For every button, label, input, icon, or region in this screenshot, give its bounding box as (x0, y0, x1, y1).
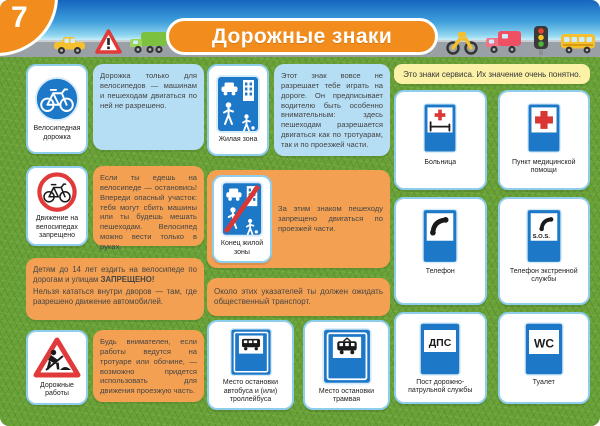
residential-end-sign-icon (221, 181, 263, 237)
road-works-sign-icon (33, 337, 81, 379)
sign-card-road-works (26, 330, 88, 405)
sign-card-residential-zone (207, 64, 269, 156)
sign-label: Движение на велосипедах запрещено (35, 215, 79, 239)
sos-telephone-sign-icon (526, 207, 562, 265)
title-banner (166, 18, 438, 55)
fire-truck-icon (485, 28, 523, 55)
header (0, 0, 600, 57)
bike-path-block (26, 64, 204, 154)
bus-icon (559, 31, 597, 55)
info-box-bike-banned: Если ты едешь на велосипеде — остановись! Впереди опасный участок: тебя могут сбить машины или ты будешь мешать пешеходам. Велосипед можно вести только в руках. (93, 166, 204, 246)
info-text-residential-end: За этим знаком пешеходу запрещено двигаться по проезжей части. (278, 204, 383, 233)
sign-card-residential-end (212, 175, 272, 263)
sign-label: Пост дорожно-патрульной службы (408, 379, 473, 395)
right-column (394, 64, 590, 404)
toilet-sign-icon (524, 322, 564, 376)
age-rule-text-2: Нельзя кататься внутри дворов — там, где разрешено движение автомобилей. (33, 287, 197, 307)
car-icon (52, 33, 88, 55)
sign-label: Телефон (425, 268, 455, 275)
sos-sign-text: S.O.S. (532, 233, 550, 240)
sign-label: Место остановки трамвая (318, 387, 375, 403)
motorcycle-icon (446, 29, 478, 55)
sign-label: Больница (424, 159, 457, 166)
warning-triangle-icon (95, 29, 122, 55)
sign-card-bicycles-prohibited (26, 166, 88, 246)
residential-zone-block (207, 64, 390, 156)
sign-card-patrol-post (394, 312, 487, 404)
info-box-road-works: Будь внимателен, если работы ведутся на тротуаре или обочине, — возможно придется использовать для движения проезжую часть. (93, 330, 204, 402)
age-rule-forbidden: ЗАПРЕЩЕНО! (100, 275, 155, 285)
dps-sign-text: ДПС (428, 337, 452, 349)
info-box-residential-zone: Этот знак вовсе не разрешает тебе играть на дороге. Он предписывает водителю быть особенно внимательным: здесь пешеходам разрешается двигаться как по тротуарам, так и по проезжей части. (274, 64, 390, 156)
info-box-age-rule (26, 258, 204, 320)
sign-card-toilet (498, 312, 591, 404)
residential-end-block (207, 170, 390, 268)
age-rule-text: Детям до 14 лет ездить на велосипеде по дорогам и улицам (33, 265, 197, 285)
sign-label: Туалет (532, 379, 555, 386)
sign-label: Телефон экстренной службы (509, 268, 578, 284)
patrol-post-sign-icon (419, 322, 461, 376)
sign-card-bus-stop (207, 320, 294, 410)
sign-label: Жилая зона (218, 136, 258, 144)
header-vehicles-right (418, 25, 597, 55)
telephone-sign-icon (422, 207, 458, 265)
page-title: Дорожные знаки (211, 24, 393, 48)
first-aid-sign-icon (527, 100, 561, 156)
tram-stop-sign-icon (321, 328, 373, 385)
sign-card-sos-telephone (498, 197, 591, 305)
middle-column (207, 64, 390, 410)
sign-card-telephone (394, 197, 487, 305)
bus-stop-sign-icon (225, 328, 277, 376)
wc-sign-text: WC (533, 336, 554, 351)
sign-label: Конец жилой зоны (220, 240, 264, 256)
sign-label: Пункт медицинской помощи (512, 159, 576, 175)
sign-label: Дорожные работы (40, 381, 74, 397)
info-box-bike-path: Дорожка только для велосипедов — машинам и пешеходам двигаться по ней не разрешено. (93, 64, 204, 150)
bike-banned-block (26, 166, 204, 252)
sign-card-bicycle-path (26, 64, 88, 154)
sign-card-hospital (394, 90, 487, 190)
service-signs-grid (394, 90, 590, 404)
bicycles-prohibited-sign-icon (34, 172, 80, 212)
sign-label: Место остановки автобуса и (или) троллейбуса (222, 379, 279, 403)
road-works-block (26, 330, 204, 405)
page-number: 7 (11, 1, 28, 34)
sign-card-first-aid (498, 90, 591, 190)
service-signs-banner: Это знаки сервиса. Их значение очень понятно. (394, 64, 590, 84)
residential-zone-sign-icon (216, 75, 260, 133)
sign-label: Велосипедная дорожка (33, 125, 81, 141)
traffic-light-icon (530, 25, 552, 55)
info-box-transport-note: Около этих указателей ты должен ожидать общественный транспорт. (207, 278, 390, 316)
hospital-sign-icon (423, 100, 457, 156)
bicycle-path-sign-icon (34, 76, 80, 122)
sign-card-tram-stop (303, 320, 390, 410)
left-column (26, 64, 204, 405)
garbage-truck-icon (129, 29, 169, 55)
stops-row (207, 320, 390, 410)
